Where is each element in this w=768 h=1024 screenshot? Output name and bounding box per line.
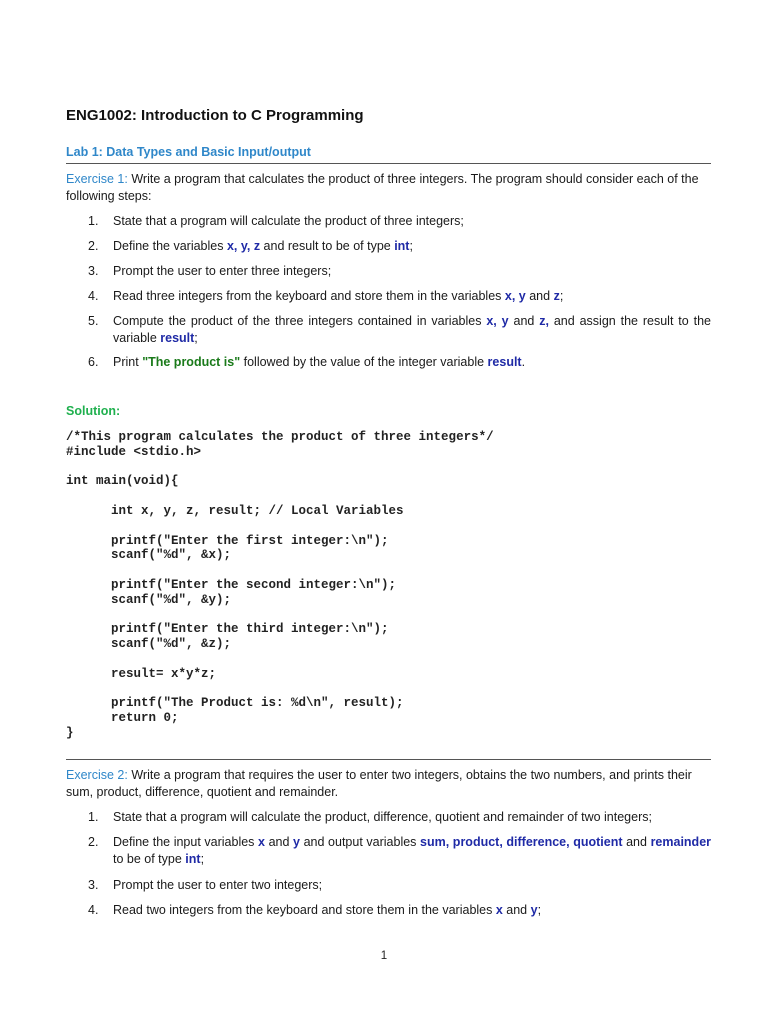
step-number: 3. xyxy=(88,264,99,278)
step-text: followed by the value of the integer variable xyxy=(240,355,488,369)
exercise1-steps xyxy=(66,213,711,379)
variable-name: int xyxy=(185,852,201,866)
page-number: 1 xyxy=(380,950,388,962)
code-listing: /*This program calculates the product of three integers*/ #include <stdio.h> int main(void){ int x, y, z, result; // Local Variables printf("Enter the first integer:\n"); scanf("%d", &x); printf("Enter the second integer:\n"); scanf("%d", &y); printf("Enter the third integer:\n"); scanf("%d", &z); result= x*y*z; printf("The Product is: %d\n", result); return 0; } xyxy=(66,430,494,740)
step-item xyxy=(66,834,711,868)
exercise2-label: Exercise 2: xyxy=(66,768,128,782)
variable-name: z xyxy=(553,289,560,303)
exercise1-intro-text: Write a program that calculates the product of three integers. The program should consider each of the following steps: xyxy=(66,172,699,203)
variable-name: x xyxy=(258,835,265,849)
exercise2-intro-text: Write a program that requires the user to enter two integers, obtains the two numbers, and prints their sum, product, difference, quotient and remainder. xyxy=(66,768,692,799)
step-item xyxy=(66,877,711,894)
course-title: ENG1002: Introduction to C Programming xyxy=(66,107,364,124)
step-item xyxy=(66,288,711,305)
step-text: and xyxy=(502,903,531,917)
step-text: State that a program will calculate the product of three integers; xyxy=(113,214,464,228)
variable-name: y xyxy=(530,903,538,917)
exercise1-label: Exercise 1: xyxy=(66,172,128,186)
step-text: Read two integers from the keyboard and store them in the variables xyxy=(113,903,496,917)
step-text: and assign the result to the variable xyxy=(113,314,711,345)
step-text: Prompt the user to enter three integers; xyxy=(113,264,332,278)
step-text: ; xyxy=(559,289,564,303)
variable-name: z, xyxy=(539,314,549,328)
step-item xyxy=(66,354,711,371)
step-item xyxy=(66,263,711,280)
exercise1-intro xyxy=(66,171,711,205)
variable-name: result xyxy=(487,355,522,369)
step-item xyxy=(66,902,711,919)
variable-name: result xyxy=(160,331,195,345)
variable-name: x xyxy=(495,903,503,917)
string-literal: "The product is" xyxy=(142,355,241,369)
step-text: State that a program will calculate the product, difference, quotient and remainder of two integers; xyxy=(113,810,652,824)
step-text: . xyxy=(521,355,526,369)
variable-name: sum, product, difference, quotient xyxy=(420,835,623,849)
step-text: Read three integers from the keyboard and store them in the variables xyxy=(113,289,505,303)
section-divider xyxy=(66,759,711,760)
step-number: 5. xyxy=(88,314,99,328)
step-text: Print xyxy=(113,355,143,369)
step-text: Prompt the user to enter two integers; xyxy=(113,878,323,892)
step-text: and output variables xyxy=(300,835,421,849)
step-number: 4. xyxy=(88,903,99,917)
step-number: 2. xyxy=(88,239,99,253)
step-text: and xyxy=(622,835,651,849)
step-text: ; xyxy=(194,331,198,345)
step-item xyxy=(66,213,711,230)
variable-name: int xyxy=(394,239,410,253)
variable-name: x, y xyxy=(486,314,509,328)
variable-name: x, y, z xyxy=(226,239,261,253)
step-text: and xyxy=(525,289,554,303)
lab-heading: Lab 1: Data Types and Basic Input/output xyxy=(66,145,311,159)
variable-name: y xyxy=(293,835,300,849)
exercise2-steps xyxy=(66,809,711,927)
step-item xyxy=(66,238,711,255)
step-text: and xyxy=(508,314,540,328)
exercise2-intro xyxy=(66,767,711,801)
step-text: Define the input variables xyxy=(113,835,259,849)
solution-label: Solution: xyxy=(66,404,121,418)
step-number: 4. xyxy=(88,289,99,303)
step-text: ; xyxy=(537,903,542,917)
step-text: and result to be of type xyxy=(260,239,395,253)
variable-name: remainder xyxy=(650,835,712,849)
step-text: ; xyxy=(200,852,205,866)
step-item xyxy=(66,313,711,347)
variable-name: x, y xyxy=(504,289,526,303)
step-number: 2. xyxy=(88,835,99,849)
step-text: ; xyxy=(409,239,413,253)
step-number: 1. xyxy=(88,214,99,228)
step-number: 3. xyxy=(88,878,99,892)
step-text: Define the variables xyxy=(113,239,227,253)
step-text: and xyxy=(264,835,294,849)
step-number: 1. xyxy=(88,810,99,824)
section-divider xyxy=(66,163,711,164)
step-number: 6. xyxy=(88,355,99,369)
step-text: Compute the product of the three integers contained in variables xyxy=(113,314,487,328)
step-item xyxy=(66,809,711,826)
step-text: to be of type xyxy=(113,852,186,866)
